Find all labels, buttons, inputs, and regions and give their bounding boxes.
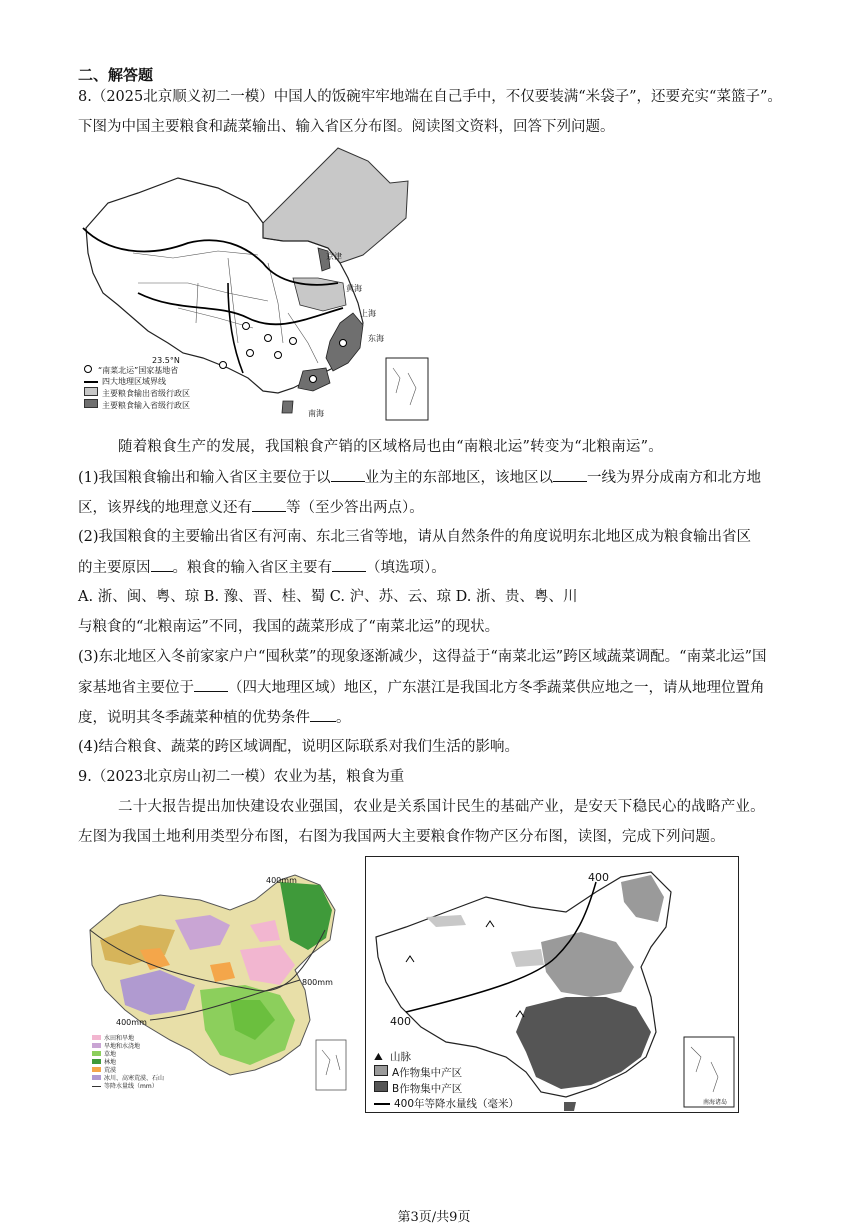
- isohyet-label-400-north: 400: [588, 871, 609, 884]
- legend-item-mountain: ⛰ 山脉: [374, 1051, 411, 1063]
- place-label-shanghai: 上海: [360, 309, 376, 318]
- legend-item-import: 主要粮食输入省级行政区: [84, 399, 190, 411]
- q8-stem-line1: 8.（2025北京顺义初二一模）中国人的饭碗牢牢地端在自己手中，不仅要装满“米袋子”，还要充实“菜篮子”。: [78, 89, 782, 105]
- q9-left-legend: [92, 1035, 164, 1091]
- answer-blank[interactable]: [331, 467, 365, 482]
- q9-land-use-map: [80, 870, 352, 1098]
- legend-item-grassland: 草地: [92, 1051, 164, 1059]
- answer-blank[interactable]: [332, 557, 366, 572]
- q8-part1-line2: 区，该界线的地理意义还有 等（至少答出两点）。: [78, 497, 424, 518]
- q8-options: A. 浙、闽、粤、琼 B. 豫、晋、桂、蜀 C. 沪、苏、云、琼 D. 浙、贵、粤、川: [78, 589, 578, 605]
- mountain-icon: ⛰: [374, 1051, 383, 1063]
- q9-right-legend: [374, 1050, 519, 1112]
- place-label-south-sea: 南海: [308, 409, 324, 418]
- place-label-jingjin: 京津: [326, 252, 342, 261]
- legend-item-paddy: 水田和旱地: [92, 1035, 164, 1043]
- q8-transition: 与粮食的“北粮南运”不同，我国的蔬菜形成了“南菜北运”的现状。: [78, 619, 500, 635]
- isohyet-label-800: 800mm: [302, 978, 333, 987]
- q9-crop-zone-map: [365, 856, 739, 1113]
- isohyet-label-400-top: 400mm: [266, 876, 297, 885]
- legend-item-crop-a: A作物集中产区: [374, 1065, 519, 1081]
- inset-label: 南海诸岛: [703, 1099, 728, 1106]
- q8-part3-line2: 家基地省主要位于 （四大地理区域）地区，广东湛江是我国北方冬季蔬菜供应地之一，请从地理位置角: [78, 677, 765, 698]
- q9-intro-line2: 左图为我国土地利用类型分布图，右图为我国两大主要粮食作物产区分布图，读图，完成下列问题。: [78, 829, 725, 845]
- latitude-label: 23.5°N: [152, 356, 180, 365]
- legend-item-crop-b: B作物集中产区: [374, 1081, 519, 1097]
- page-footer: 第3页/共9页: [397, 1210, 471, 1225]
- answer-blank[interactable]: [194, 677, 228, 692]
- legend-item-forest: 林地: [92, 1059, 164, 1067]
- q8-map-legend: [84, 365, 190, 411]
- q8-part2-line2: 的主要原因 。粮食的输入省区主要有 （填选项）。: [78, 557, 446, 578]
- answer-blank[interactable]: [310, 707, 336, 722]
- legend-item-vegetable-base: “南菜北运”国家基地省: [84, 365, 190, 376]
- section-title: 二、解答题: [78, 66, 154, 84]
- legend-item-desert: 荒漠: [92, 1067, 164, 1075]
- legend-item-isohyet: 400年等降水量线（毫米）: [374, 1097, 519, 1112]
- place-label-yellow-sea: 黄海: [346, 284, 362, 293]
- legend-item-isohyet: 等降水量线（mm）: [92, 1083, 164, 1091]
- legend-item-dryland: 旱地和水浇地: [92, 1043, 164, 1051]
- answer-blank[interactable]: [553, 467, 587, 482]
- isohyet-label-400-west: 400: [390, 1015, 411, 1028]
- isohyet-label-400-left: 400mm: [116, 1018, 147, 1027]
- legend-item-region-boundary: 四大地理区域界线: [84, 376, 190, 387]
- q8-part2-line1: (2)我国粮食的主要输出省区有河南、东北三省等地，请从自然条件的角度说明东北地区成为粮食输出省区: [78, 529, 752, 545]
- answer-blank[interactable]: [151, 557, 173, 572]
- legend-item-glacier: 冰川、高寒荒漠、石山: [92, 1075, 164, 1083]
- q8-stem-line2: 下图为中国主要粮食和蔬菜输出、输入省区分布图。阅读图文资料，回答下列问题。: [78, 119, 615, 135]
- place-label-east-sea: 东海: [368, 334, 384, 343]
- q8-part4: (4)结合粮食、蔬菜的跨区域调配，说明区际联系对我们生活的影响。: [78, 739, 520, 755]
- q9-stem: 9.（2023北京房山初二一模）农业为基，粮食为重: [78, 769, 405, 785]
- q9-intro-line1: 二十大报告提出加快建设农业强国，农业是关系国计民生的基础产业，是安天下稳民心的战略产业。: [118, 799, 765, 815]
- q8-part3-line3: 度，说明其冬季蔬菜种植的优势条件 。: [78, 707, 351, 728]
- q8-part1-line1: (1)我国粮食输出和输入省区主要位于以 业为主的东部地区，该地区以 一线为界分成南方和北方地: [78, 467, 761, 488]
- q8-food-vegetable-map: [78, 143, 438, 425]
- legend-item-export: 主要粮食输出省级行政区: [84, 387, 190, 399]
- answer-blank[interactable]: [252, 497, 286, 512]
- q8-intro: 随着粮食生产的发展，我国粮食产销的区域格局也由“南粮北运”转变为“北粮南运”。: [118, 439, 663, 455]
- q8-part3-line1: (3)东北地区入冬前家家户户“囤秋菜”的现象逐渐减少，这得益于“南菜北运”跨区域蔬菜调配。“南菜北运”国: [78, 649, 767, 665]
